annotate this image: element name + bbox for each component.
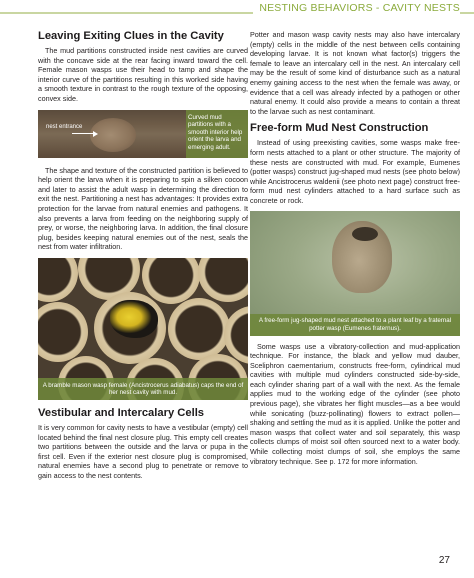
body-paragraph: Some wasps use a vibratory-collection and mud-application technique. For instance, the black and yellow mud dauber, Sceliphron caementarium, constructs free-form, cylindrical mud cavities with multiple mud cylinders constructed side-by-side, each cylinder sharing part of a wall with the next. As the female applies mud to the working edge of the cylinder (see photo previous page), she vibrates her flight muscles—as a bee would while sonicating (buzz-pollinating) flowers to extract pollen—shaking and settling the mud as it is applied. Unlike the potter and mason wasps that collect water and soil separately, this wasp collects clumps of moist soil often sourced next to a water body. While collecting moist clumps of soil, she employs the same vibratory technique. See p. 172 for more information. xyxy=(250,341,460,466)
bamboo-tube xyxy=(142,258,200,304)
photo-caption: A bramble mason wasp female (Ancistrocerus adiabatus) caps the end of her nest cavity with mud. xyxy=(42,381,244,397)
body-paragraph: The shape and texture of the constructed partition is believed to help orient the larva when it is preparing to spin a silken cocoon and later to assist the adult wasp in determining the direction to exit the nest. Partitioning a nest has advantages: It provides extra protection for the larvae from natural enemies and pathogens. It also prevents a larva from feeding on the neighboring supply of prey, or worse, the neighboring larva. In addition, the final closure plug, besides keeping natural enemies out of the nest, seals the nest from water infiltration. xyxy=(38,165,248,252)
mason-wasp-photo xyxy=(38,258,248,400)
photo-caption: A free-form jug-shaped mud nest attached to a plant leaf by a fraternal potter wasp (Eumenes fraternus). xyxy=(258,317,452,332)
arrow-icon xyxy=(72,133,94,134)
right-column xyxy=(250,30,460,466)
bamboo-tube xyxy=(198,258,248,302)
nest-entrance-label: nest entrance xyxy=(46,123,83,130)
section-heading: Vestibular and Intercalary Cells xyxy=(38,406,205,419)
bamboo-tube xyxy=(168,298,230,360)
wasp-illustration xyxy=(110,300,158,338)
body-paragraph: Potter and mason wasp cavity nests may also have intercalary (empty) cells in the middle of the nest between cells containing developing larvae. It is not known what factor(s) triggers the female to leave an intercalary cell in the nest. An intercalary cell may be the result of some kind of disturbance such as a natural enemy gaining access to the nest when the female was away, or evidence that a cell was already infected by a pathogen or other natural enemy. It could also provide a means to contain a threat to the larvae such as nest contaminant. xyxy=(250,30,460,116)
mud-pot-photo xyxy=(250,211,460,336)
section-heading: Leaving Exiting Clues in the Cavity xyxy=(38,30,224,42)
running-head: NESTING BEHAVIORS - CAVITY NESTS xyxy=(253,2,460,14)
body-paragraph: Instead of using preexisting cavities, some wasps make free-form nests attached to a plant or other structure. The majority of these nests are constructed with mud. For example, Eumenes (potter wasps) construct jug-shaped mud nests (see photo below) while Ancistrocerus waldenii (see photo next page) construct free-form mud nest cylinders attached to a hard surface such as concrete or rock. xyxy=(250,138,460,205)
arrowhead-icon xyxy=(93,131,98,137)
photo-caption: Curved mud partitions with a smooth interior help orient the larva and emerging adult. xyxy=(188,113,243,151)
left-column xyxy=(38,30,248,480)
bamboo-tube xyxy=(38,302,88,362)
section-heading: Free-form Mud Nest Construction xyxy=(250,122,429,135)
body-paragraph: It is very common for cavity nests to have a vestibular (empty) cell located behind the final nest closure plug. This empty cell creates two partitions between the outside and the larva or pupa in the first cell. Even if the exterior nest closure plug is compromised, natural enemies have a second plug to penetrate or remove to gain access to the nest contents. xyxy=(38,422,248,480)
nest-opening xyxy=(352,227,378,241)
page-number: 27 xyxy=(438,555,450,566)
mud-partition-photo xyxy=(38,110,248,158)
body-paragraph: The mud partitions constructed inside nest cavities are curved with the concave side at the rear facing inward toward the cell. Female mason wasps use their head to tamp and shape the interior curve of the partitions resulting in this worked side having a smooth texture in contrast to the rough texture of the opposing, convex side. xyxy=(38,46,248,103)
bamboo-tube xyxy=(38,258,78,302)
